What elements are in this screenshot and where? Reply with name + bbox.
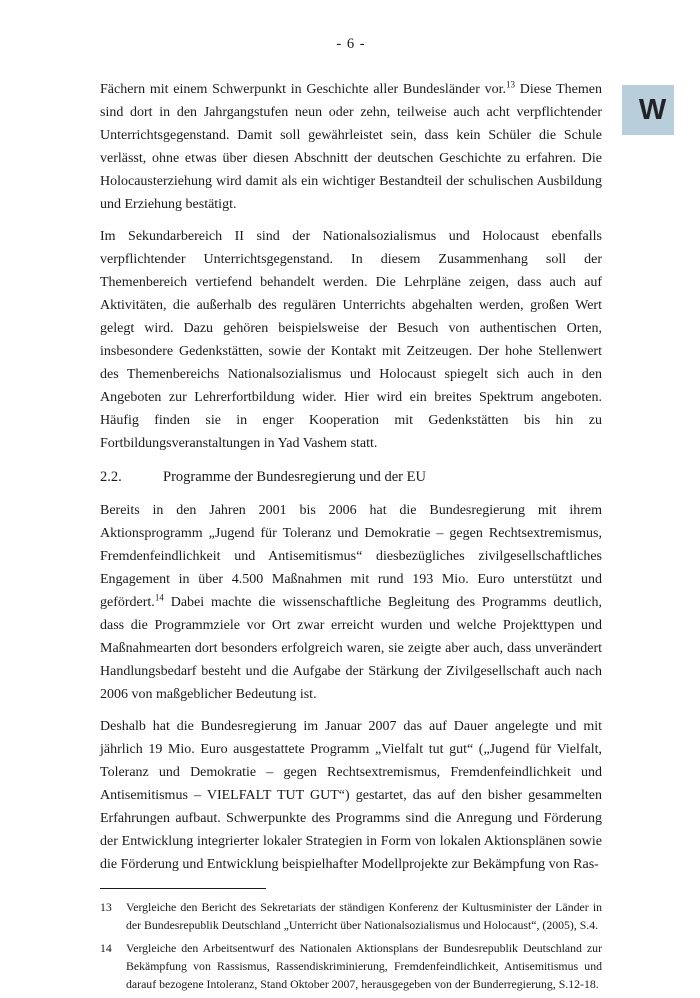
section-heading bbox=[100, 466, 602, 489]
paragraph-text: Deshalb hat die Bundesregierung im Januar 2007 das auf Dauer angelegte und mit jährlich 19 Mio. Euro ausgestattete Programm „Vielfalt tut gut“ („Jugend für Vielfalt, Toleranz und Demokratie – gegen Rechtsextremismus, Fremdenfeindlichkeit und Antisemitismus – VIELFALT TUT GUT“) gestartet, das auf den bisher gesammelten Erfahrungen aufbaut. Schwerpunkte des Programms sind die Anregung und Förderung der Entwicklung integrierter lokaler Strategien in Form von lokalen Aktionsplänen sowie die Förderung und Entwicklung beispielhafter Modellprojekte zur Bekämpfung von Ras- bbox=[100, 719, 602, 872]
w-letter-icon: W bbox=[638, 93, 667, 126]
paragraph bbox=[100, 499, 602, 706]
footnote-number: 13 bbox=[100, 900, 112, 914]
paragraph-text: Diese Themen sind dort in den Jahrgangstufen neun oder zehn, teilweise auch acht verpflichtender Unterrichtsgegenstand. Damit soll gewährleistet sein, dass kein Schüler die Schule verlässt, ohne etwas über diesen Abschnitt der deutschen Geschichte zu erfahren. Die Holocausterziehung wird damit als ein wichtiger Bestandteil der schulischen Ausbildung und Erziehung bestätigt. bbox=[100, 82, 602, 212]
paragraph bbox=[100, 78, 602, 216]
footnote-ref-14: 14 bbox=[154, 592, 164, 603]
paragraph-text: Fächern mit einem Schwerpunkt in Geschichte aller Bundesländer vor. bbox=[100, 82, 507, 97]
paragraph bbox=[100, 715, 602, 876]
footnote-number: 14 bbox=[100, 941, 112, 955]
publisher-w-logo bbox=[622, 85, 674, 135]
footnote bbox=[100, 939, 602, 993]
footnote bbox=[100, 898, 602, 934]
footnote-text: Vergleiche den Bericht des Sekretariats der ständigen Konferenz der Kultusminister der Länder in der Bundesrepublik Deutschland „Unterricht über Nationalsozialismus und Holocaust“, (2005), S.4. bbox=[126, 900, 602, 932]
paragraph bbox=[100, 225, 602, 455]
paragraph-text: Dabei machte die wissenschaftliche Begleitung des Programms deutlich, dass die Programmziele vor Ort zwar erreicht wurden und welche Projekttypen und Maßnahmearten dort besonders erfolgreich waren, sie zeigte aber auch, dass unverändert Handlungsbedarf besteht und die Aufgabe der Stärkung der Zivilgesellschaft auch nach 2006 von maßgeblicher Bedeutung ist. bbox=[100, 595, 602, 702]
footnote-separator-rule bbox=[100, 888, 266, 889]
footnote-ref-13: 13 bbox=[506, 79, 516, 90]
section-title: Programme der Bundesregierung und der EU bbox=[163, 469, 426, 485]
footnotes-section bbox=[100, 888, 602, 993]
page-number: - 6 - bbox=[336, 36, 366, 52]
page-body bbox=[100, 78, 602, 998]
paragraph-text: Im Sekundarbereich II sind der Nationalsozialismus und Holocaust ebenfalls verpflichtender Unterrichtsgegenstand. In diesem Zusammenhang soll der Themenbereich vertiefend behandelt werden. Die Lehrpläne zeigen, dass auch auf Aktivitäten, die außerhalb des regulären Unterrichts abgehalten werden, großen Wert gelegt wird. Dazu gehören beispielsweise der Besuch von authentischen Orten, insbesondere Gedenkstätten, sowie der Kontakt mit Zeitzeugen. Der hohe Stellenwert des Themenbereichs Nationalsozialismus und Holocaust spiegelt sich auch in den Angeboten zur Lehrerfortbildung wider. Hier wird ein breites Spektrum angeboten. Häufig finden sie in enger Kooperation mit Gedenkstätten bis hin zu Fortbildungsveranstaltungen in Yad Vashem statt. bbox=[100, 229, 602, 451]
paragraph-text: Bereits in den Jahren 2001 bis 2006 hat die Bundesregierung mit ihrem Aktionsprogramm „Jugend für Toleranz und Demokratie – gegen Rechtsextremismus, Fremdenfeindlichkeit und Antisemitismus“ diesbezügliches zivilgesellschaftliches Engagement in über 4.500 Maßnahmen mit rund 193 Mio. Euro unterstützt und gefördert. bbox=[100, 503, 602, 610]
footnote-text: Vergleiche den Arbeitsentwurf des Nationalen Aktionsplans der Bundesrepublik Deutschland zur Bekämpfung von Rassismus, Rassendiskriminierung, Fremdenfeindlichkeit, Antisemitismus und darauf bezogene Intoleranz, Stand Oktober 2007, herausgegeben von der Bunderregierung, S.12-18. bbox=[126, 941, 602, 991]
section-number: 2.2. bbox=[100, 469, 122, 485]
